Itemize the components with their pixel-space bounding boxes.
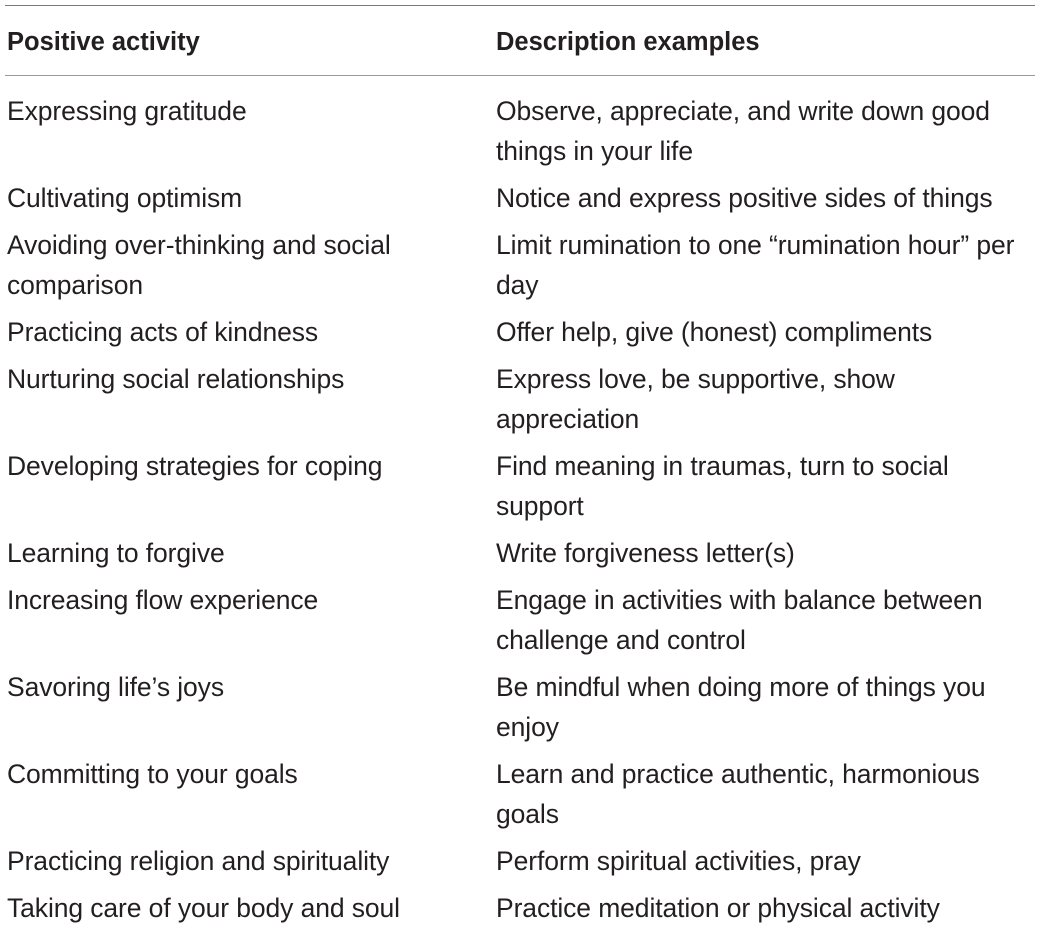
- description-cell: Observe, appreciate, and write down good things in your life: [496, 96, 990, 166]
- table-top-rule: [5, 5, 1035, 6]
- activity-cell: Practicing religion and spirituality: [7, 846, 390, 876]
- header-description-examples: Description examples: [496, 28, 760, 56]
- activity-cell: Increasing flow experience: [7, 585, 319, 615]
- table-header-row: [0, 24, 1040, 60]
- activity-cell: Committing to your goals: [7, 759, 298, 789]
- table-row: [0, 178, 1040, 225]
- description-cell: Find meaning in traumas, turn to social support: [496, 451, 949, 521]
- activity-cell: Developing strategies for coping: [7, 451, 383, 481]
- description-cell: Notice and express positive sides of things: [496, 183, 993, 213]
- description-cell: Be mindful when doing more of things you enjoy: [496, 672, 986, 742]
- table-row: [0, 91, 1040, 178]
- table-row: [0, 359, 1040, 446]
- activity-cell: Practicing acts of kindness: [7, 317, 319, 347]
- table-row: [0, 446, 1040, 533]
- table-row: [0, 667, 1040, 754]
- description-cell: Perform spiritual activities, pray: [496, 846, 861, 876]
- activity-cell: Expressing gratitude: [7, 96, 247, 126]
- table-row: [0, 225, 1040, 312]
- description-cell: Express love, be supportive, show appreciation: [496, 364, 895, 434]
- table-row: [0, 533, 1040, 580]
- description-cell: Offer help, give (honest) compliments: [496, 317, 933, 347]
- header-rule: [5, 75, 1035, 76]
- description-cell: Learn and practice authentic, harmonious goals: [496, 759, 980, 829]
- description-cell: Engage in activities with balance between challenge and control: [496, 585, 983, 655]
- table-row: [0, 754, 1040, 841]
- table-row: [0, 888, 1040, 935]
- activity-cell: Taking care of your body and soul: [7, 893, 400, 923]
- activity-cell: Nurturing social relationships: [7, 364, 345, 394]
- description-cell: Write forgiveness letter(s): [496, 538, 795, 568]
- activity-cell: Learning to forgive: [7, 538, 225, 568]
- table-row: [0, 841, 1040, 888]
- table-row: [0, 312, 1040, 359]
- activity-cell: Cultivating optimism: [7, 183, 243, 213]
- header-positive-activity: Positive activity: [7, 28, 200, 56]
- activity-cell: Savoring life’s joys: [7, 672, 224, 702]
- activity-cell: Avoiding over-thinking and social comparison: [7, 230, 391, 300]
- table-body: [0, 91, 1040, 935]
- table-row: [0, 580, 1040, 667]
- description-cell: Practice meditation or physical activity: [496, 893, 940, 923]
- description-cell: Limit rumination to one “rumination hour” per day: [496, 230, 1015, 300]
